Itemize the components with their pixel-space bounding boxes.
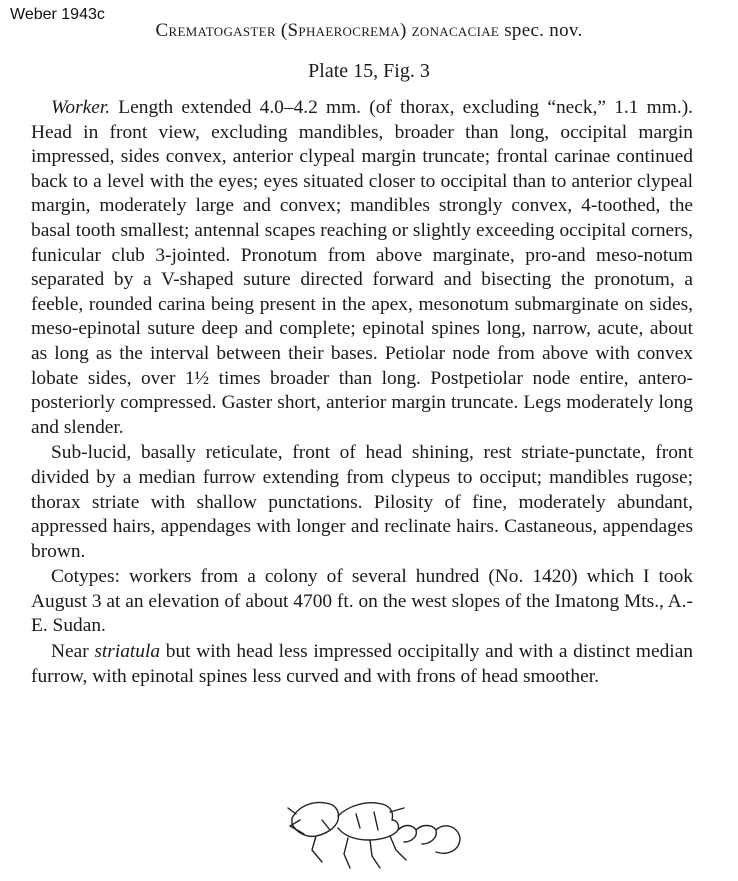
comparison-species: striatula [94, 641, 161, 663]
reference-tag: Weber 1943c [10, 6, 105, 23]
title-suffix: spec. nov. [504, 20, 583, 41]
worker-description [31, 96, 693, 440]
comparison-pre: Near [51, 641, 89, 663]
comparison-note [31, 640, 693, 689]
genus-name: Crematogaster [155, 20, 276, 41]
subgenus-name: (Sphaerocrema) [280, 20, 407, 41]
ant-profile-sketch-icon [286, 790, 462, 870]
plate-reference: Plate 15, Fig. 3 [308, 60, 430, 82]
comparison-post: but with head less impressed occipitally and with a distinct median furrow, with epinotal spines less curved and with frons of head smoother. [31, 641, 693, 687]
species-title [0, 20, 738, 42]
species-name: zonacaciae [411, 20, 500, 41]
sculpture-description: Sub-lucid, basally reticulate, front of head shining, rest striate-punctate, front divided by a median furrow extending from clypeus to occiput; mandibles rugose; thorax striate with shallow punctations. Pilosity of fine, moderately abundant, appressed hairs, appendages with longer and reclinate hairs. Castaneous, appendages brown. [31, 442, 693, 562]
worker-description-text: Length extended 4.0–4.2 mm. (of thorax, excluding “neck,” 1.1 mm.). Head in front view, excluding mandibles, broader than long, occipital margin impressed, sides convex, anterior clypeal margin truncate; frontal carinae continued back to a level with the eyes; eyes situated closer to occipital than to anterior clypeal margin, moderately large and convex; mandibles strongly convex, 4-toothed, the basal tooth smallest; antennal scapes reaching or slightly exceeding occipital corners, funicular club 3-jointed. Pronotum from above marginate, pro-and meso-notum separated by a V-shaped suture directed forward and bisecting the pronotum, a feeble, rounded carina being present in the apex, mesonotum submarginate on sides, meso-epinotal suture deep and complete; epinotal spines long, narrow, acute, about as long as the interval between their bases. Petiolar node from above with convex lobate sides, over 1½ times broader than long. Postpetiolar node entire, antero-posteriorly compressed. Gaster short, anterior margin truncate. Legs moderately long and slender. [31, 97, 693, 438]
cotypes-note: Cotypes: workers from a colony of several hundred (No. 1420) which I took August 3 at an elevation of about 4700 ft. on the west slopes of the Imatong Mts., A.-E. Sudan. [31, 566, 693, 637]
description-body [31, 96, 693, 689]
worker-lead: Worker. [51, 97, 111, 118]
